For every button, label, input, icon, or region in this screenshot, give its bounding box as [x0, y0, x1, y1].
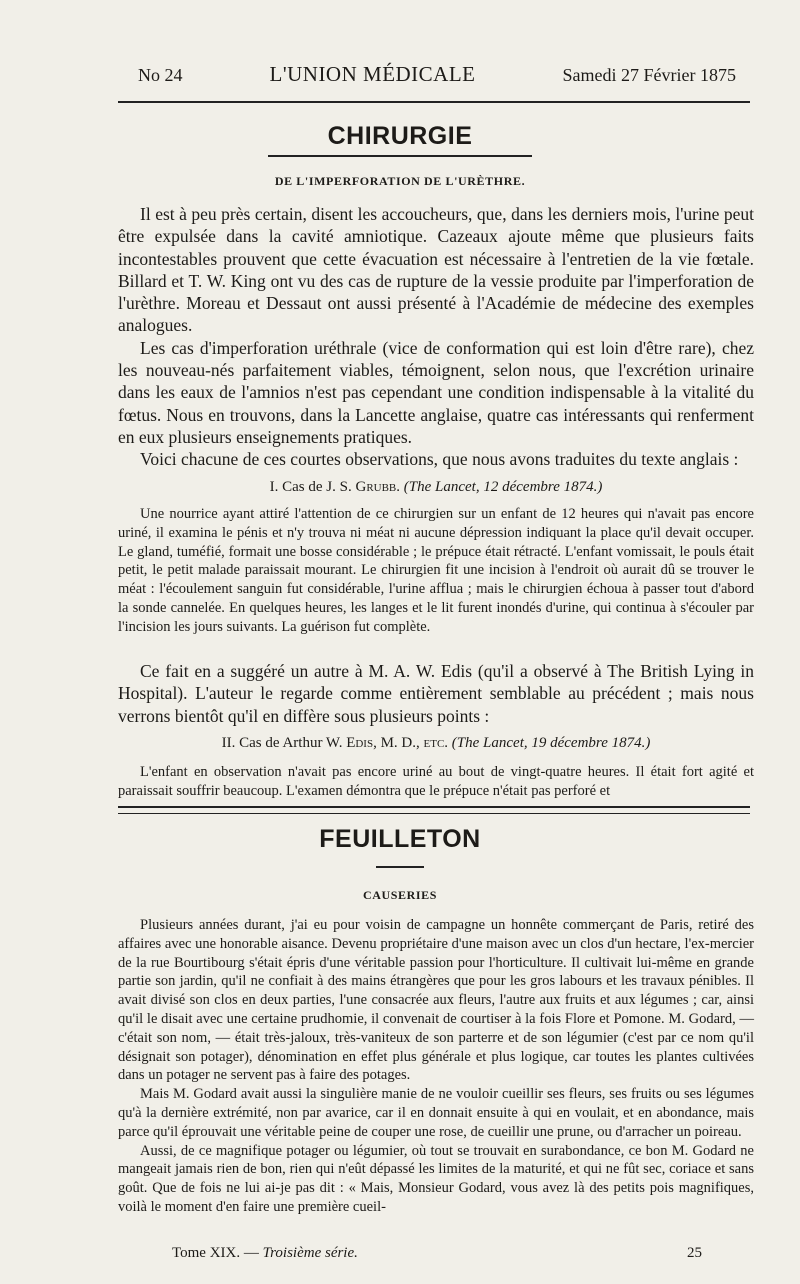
volume-info: Tome XIX. — Troisième série.: [172, 1245, 358, 1261]
journal-title: L'UNION MÉDICALE: [269, 62, 476, 86]
feuilleton-text: [118, 916, 754, 1217]
case-2-heading: II. Cas de Arthur W. Edis, M. D., etc. (The Lancet, 19 décembre 1874.): [221, 735, 651, 751]
feuilleton-paragraph-3: Aussi, de ce magnifique potager ou légumier, où tout se trouvait en surabondance, ce bon M. Godard ne mangeait jamais rien de bon, rien qui n'eût dépassé les limites de la maturité, et qui ne fût sec, coriace et sans goût. Que de fois ne lui ai-je pas dit : « Mais, Monsieur Godard, vous avez là des petits pois magnifiques, voilà le moment d'en faire une première cueil-: [118, 1142, 754, 1215]
chirurgie-intro: [118, 203, 754, 471]
feuilleton-section-title: FEUILLETON: [319, 825, 481, 853]
case-2-paragraph: L'enfant en observation n'avait pas encore uriné au bout de vingt-quatre heures. Il était fort agité et paraissait souffrir beaucoup. L'examen démontra que le prépuce n'était pas perforé et: [118, 764, 754, 799]
article-title: DE L'IMPERFORATION DE L'URÈTHRE.: [274, 174, 526, 188]
header-rule: [118, 101, 750, 103]
between-cases: [118, 660, 754, 727]
issue-number: No 24: [138, 65, 183, 85]
intro-paragraph-3: Voici chacune de ces courtes observations, que nous avons traduites du texte anglais :: [140, 449, 739, 470]
issue-date: Samedi 27 Février 1875: [562, 65, 736, 85]
chirurgie-section-title: CHIRURGIE: [327, 122, 473, 150]
page-footer: [172, 1245, 702, 1262]
case-1-heading: I. Cas de J. S. Grubb. (The Lancet, 12 décembre 1874.): [269, 479, 603, 495]
feuilleton-separator: [118, 806, 750, 814]
case-2-text: [118, 763, 754, 801]
case-1-text: [118, 505, 754, 637]
masthead: [138, 62, 736, 90]
intro-paragraph-1: Il est à peu près certain, disent les accoucheurs, que, dans les derniers mois, l'urine peut être expulsée dans la cavité amniotique. Cazeaux ajoute même que plusieurs faits incontestables prouvent que cette évacuation est nécessaire à l'entretien de la vie fœtale. Billard et T. W. King ont vu des cas de rupture de la vessie produite par l'imperforation de l'urèthre. Moreau et Dessaut ont aussi présenté à l'Académie de médecine des exemples analogues.: [118, 204, 754, 336]
page-number: 25: [687, 1245, 702, 1261]
feuilleton-paragraph-1: Plusieurs années durant, j'ai eu pour voisin de campagne un honnête commerçant de Paris, retiré des affaires avec une honorable aisance. Devenu propriétaire d'une maison avec un clos d'un hectare, l'ex-mercier de la rue Bourtibourg s'était épris d'une véritable passion pour l'horticulture. Il cultivait lui-même en grande partie son jardin, qu'il ne confiait à des mains étrangères que pour les gros labours et les travaux pénibles. Il avait divisé son clos en deux parties, l'une consacrée aux fleurs, l'autre aux fruits et aux légumes ; car, ainsi qu'il le disait avec une certaine prudhomie, il convenait de courtiser à la fois Flore et Pomone. M. Godard, — c'était son nom, — était très-jaloux, très-vaniteux de son parterre et de son légumier (c'est par ce nom qu'il désignait son potager), dénomination en effet plus générale et plus logique, car toutes les plantes cultivées dans un potager ne servent pas à faire des potages.: [118, 917, 754, 1084]
feuilleton-short-rule: [376, 866, 424, 868]
case-1-paragraph: Une nourrice ayant attiré l'attention de ce chirurgien sur un enfant de 12 heures qui n'avait pas encore uriné, il examina le pénis et n'y trouva ni méat ni aucune dépression indiquant la place qu'il devait occuper. Le gland, tuméfié, formait une bosse considérable ; le prépuce était rétracté. L'enfant vomissait, le pouls était petit, le petit malade paraissait mourant. Le chirurgien fit une incision à l'endroit où aurait dû se trouver le méat : l'écoulement sanguin fut considérable, l'urine afflua ; mais le chirurgien échoua à passer tout d'abord la sonde cannelée. En quelques heures, les langes et le lit furent inondés d'urine, qui continua à s'écouler par l'incision les jours suivants. La guérison fut complète.: [118, 506, 754, 635]
intro-paragraph-2: Les cas d'imperforation uréthrale (vice de conformation qui est loin d'être rare), chez les nouveau-nés parfaitement viables, témoignent, selon nous, que l'excrétion urinaire dans les eaux de l'amnios n'est pas cependant une condition indispensable à la vitalité du fœtus. Nous en trouvons, dans la Lancette anglaise, quatre cas intéressants qui renferment en eux plusieurs enseignements pratiques.: [118, 337, 754, 447]
chirurgie-title-rule: [268, 155, 532, 157]
causeries-title: CAUSERIES: [362, 888, 438, 902]
between-paragraph: Ce fait en a suggéré un autre à M. A. W. Edis (qu'il a observé à The British Lying in Hospital). L'auteur le regarde comme entièrement semblable au précédent ; mais nous verrons bientôt qu'il en diffère sous plusieurs points :: [118, 661, 754, 726]
feuilleton-paragraph-2: Mais M. Godard avait aussi la singulière manie de ne vouloir cueillir ses fleurs, ses fruits ou ses légumes qu'à la dernière extrémité, non par avarice, car il en donnait ensuite à qui en voulait, et en abondance, mais parce qu'il éprouvait une véritable peine de couper une rose, de cueillir une prune, ou d'arracher un poireau.: [118, 1086, 754, 1140]
